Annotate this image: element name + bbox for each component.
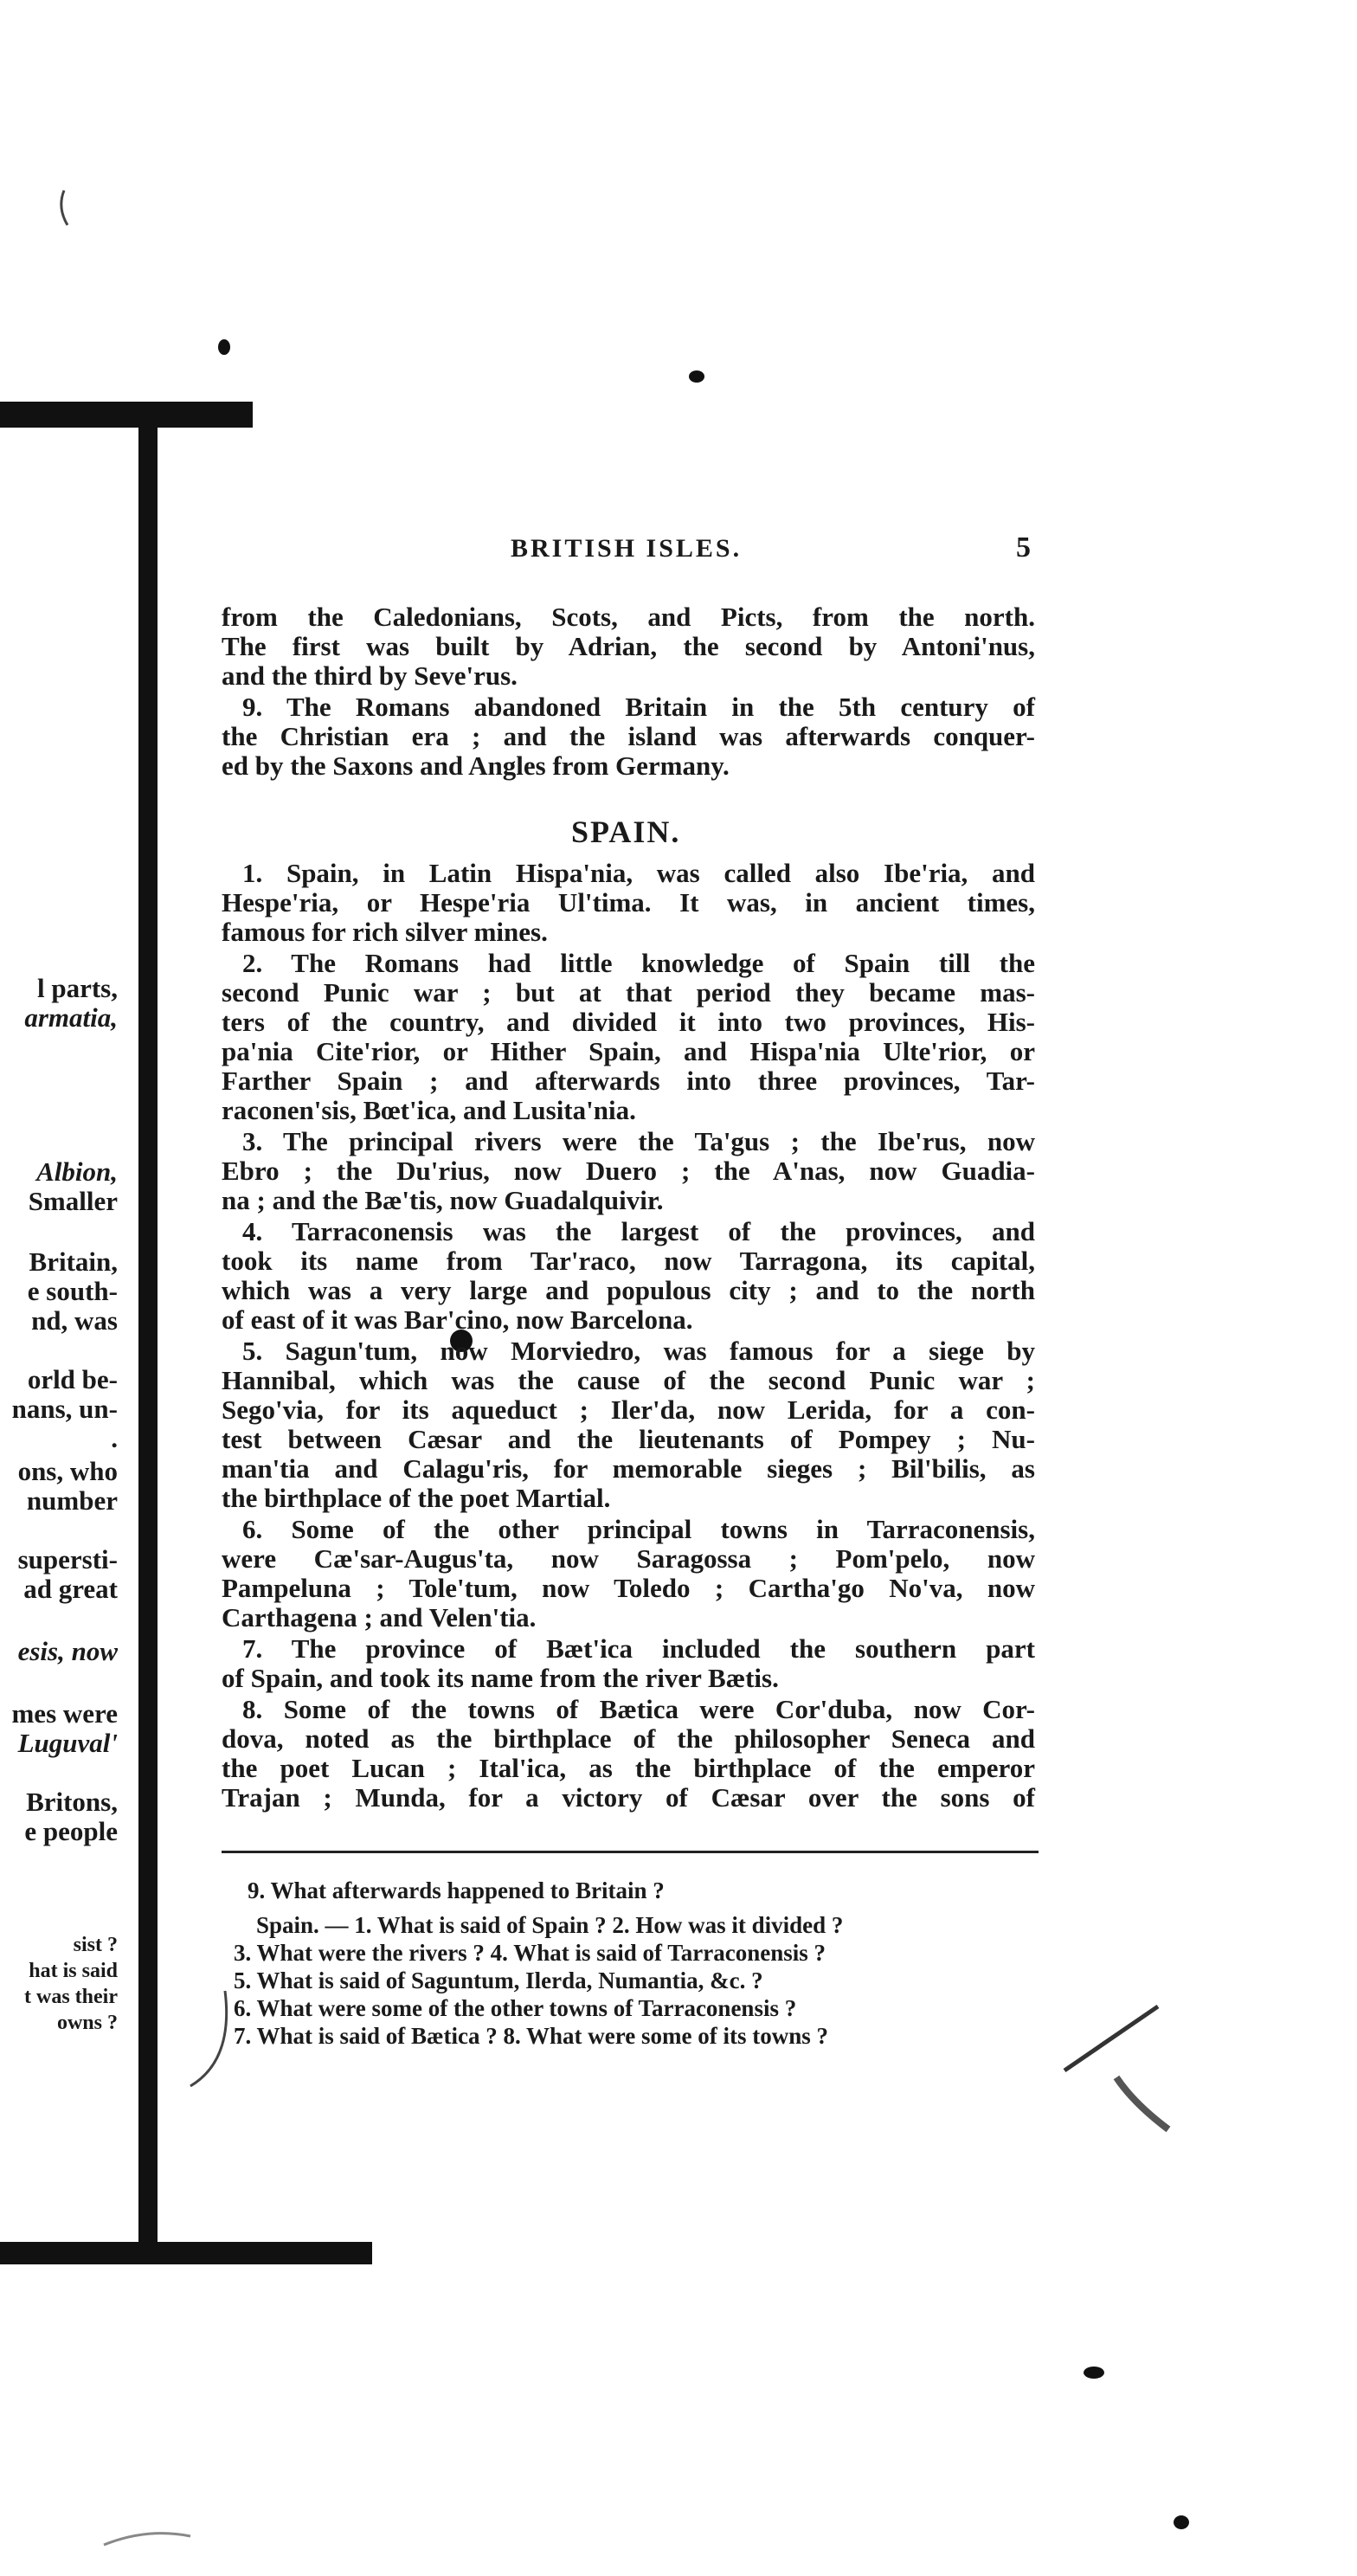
text-line: the birthplace of the poet Martial. bbox=[222, 1483, 611, 1513]
text-line: 9. The Romans abandoned Britain in the 5th century of bbox=[242, 692, 1035, 722]
question-line: 5. What is said of Saguntum, Ilerda, Numantia, &c. ? bbox=[234, 1967, 763, 1993]
question-line: 6. What were some of the other towns of Tarraconensis ? bbox=[234, 1995, 797, 2021]
text-line: Farther Spain ; and afterwards into three provinces, Tar- bbox=[222, 1066, 1035, 1096]
facing-page-fragment: Britons, bbox=[26, 1787, 118, 1817]
facing-page-fragment: . bbox=[111, 1423, 118, 1453]
facing-page-fragment: armatia, bbox=[24, 1002, 118, 1033]
text-line: Trajan ; Munda, for a victory of Cæsar over the sons of bbox=[222, 1782, 1035, 1813]
facing-page-fragment: esis, now bbox=[17, 1636, 118, 1666]
facing-page-question: t was their bbox=[24, 1986, 118, 2008]
facing-page-fragment: Smaller bbox=[28, 1186, 118, 1216]
text-line: 3. The principal rivers were the Ta'gus ; the Ibe'rus, now bbox=[242, 1126, 1035, 1156]
question-line: Spain. — 1. What is said of Spain ? 2. How was it divided ? bbox=[256, 1912, 844, 1938]
facing-page-question: sist ? bbox=[73, 1934, 118, 1956]
text-line: second Punic war ; but at that period they became mas- bbox=[222, 977, 1035, 1008]
question-line: 9. What afterwards happened to Britain ? bbox=[248, 1877, 665, 1903]
text-line: 1. Spain, in Latin Hispa'nia, was called also Ibe'ria, and bbox=[242, 858, 1035, 888]
facing-page-fragment: mes were bbox=[11, 1698, 118, 1729]
text-line: of east of it was Bar'cino, now Barcelona. bbox=[222, 1304, 693, 1335]
facing-page-fragment: ons, who bbox=[17, 1456, 118, 1486]
text-line: 6. Some of the other principal towns in Tarraconensis, bbox=[242, 1514, 1035, 1544]
running-head: BRITISH ISLES. bbox=[511, 534, 743, 563]
facing-page-fragment: e people bbox=[24, 1816, 118, 1846]
text-line: the Christian era ; and the island was afterwards conquer- bbox=[222, 721, 1035, 751]
page-number: 5 bbox=[1016, 531, 1031, 564]
text-line: 5. Sagun'tum, now Morviedro, was famous for a siege by bbox=[242, 1336, 1035, 1366]
text-line: and the third by Seve'rus. bbox=[222, 660, 518, 691]
facing-page-fragment: orld be- bbox=[27, 1364, 118, 1394]
facing-page-fragment: nd, was bbox=[31, 1305, 118, 1336]
text-line: Ebro ; the Du'rius, now Duero ; the A'nas, now Guadia- bbox=[222, 1156, 1035, 1186]
text-line: na ; and the Bæ'tis, now Guadalquivir. bbox=[222, 1185, 664, 1215]
text-line: the poet Lucan ; Ital'ica, as the birthplace of the emperor bbox=[222, 1753, 1035, 1783]
text-line: Hespe'ria, or Hespe'ria Ul'tima. It was, in ancient times, bbox=[222, 887, 1035, 918]
text-line: Carthagena ; and Velen'tia. bbox=[222, 1602, 537, 1633]
text-line: which was a very large and populous city ; and to the north bbox=[222, 1275, 1035, 1305]
section-title: SPAIN. bbox=[571, 815, 681, 849]
text-line: pa'nia Cite'rior, or Hither Spain, and Hispa'nia Ulte'rior, or bbox=[222, 1036, 1035, 1066]
text-line: Pampeluna ; Tole'tum, now Toledo ; Cartha'go No'va, now bbox=[222, 1573, 1035, 1603]
text-line: dova, noted as the birthplace of the philosopher Seneca and bbox=[222, 1723, 1035, 1754]
text-line: ed by the Saxons and Angles from Germany. bbox=[222, 750, 730, 781]
text-line: ters of the country, and divided it into two provinces, His- bbox=[222, 1007, 1035, 1037]
text-line: The first was built by Adrian, the second by Antoni'nus, bbox=[222, 631, 1035, 661]
facing-page-fragment: supersti- bbox=[17, 1544, 118, 1575]
facing-page-fragment: nans, un- bbox=[11, 1394, 118, 1424]
text-line: 4. Tarraconensis was the largest of the provinces, and bbox=[242, 1216, 1035, 1246]
facing-page-fragment: l parts, bbox=[37, 973, 118, 1003]
facing-page-fragment: e south- bbox=[27, 1276, 118, 1306]
text-line: test between Cæsar and the lieutenants of Pompey ; Nu- bbox=[222, 1424, 1035, 1454]
facing-page-question: hat is said bbox=[29, 1960, 118, 1982]
text-line: Sego'via, for its aqueduct ; Iler'da, now Lerida, for a con- bbox=[222, 1394, 1035, 1425]
question-line: 3. What were the rivers ? 4. What is said of Tarraconensis ? bbox=[234, 1940, 826, 1966]
text-line: 7. The province of Bæt'ica included the southern part bbox=[242, 1633, 1035, 1664]
text-line: Hannibal, which was the cause of the second Punic war ; bbox=[222, 1365, 1035, 1395]
text-line: man'tia and Calagu'ris, for memorable sieges ; Bil'bilis, as bbox=[222, 1453, 1035, 1484]
text-line: 8. Some of the towns of Bætica were Cor'duba, now Cor- bbox=[242, 1694, 1035, 1724]
text-line: took its name from Tar'raco, now Tarragona, its capital, bbox=[222, 1246, 1035, 1276]
text-line: raconen'sis, Bœt'ica, and Lusita'nia. bbox=[222, 1095, 636, 1125]
text-line: of Spain, and took its name from the river Bætis. bbox=[222, 1663, 779, 1693]
facing-page-fragment: Britain, bbox=[29, 1246, 118, 1277]
question-line: 7. What is said of Bætica ? 8. What were some of its towns ? bbox=[234, 2023, 828, 2049]
text-line: were Cæ'sar-Augus'ta, now Saragossa ; Pom'pelo, now bbox=[222, 1543, 1035, 1574]
text-line: from the Caledonians, Scots, and Picts, from the north. bbox=[222, 602, 1035, 632]
facing-page-fragment: ad great bbox=[23, 1574, 118, 1604]
facing-page-question: owns ? bbox=[56, 2012, 118, 2034]
text-line: 2. The Romans had little knowledge of Spain till the bbox=[242, 948, 1035, 978]
text-line: famous for rich silver mines. bbox=[222, 917, 548, 947]
facing-page-fragment: number bbox=[26, 1485, 118, 1516]
facing-page-fragment: Luguval' bbox=[17, 1728, 118, 1758]
facing-page-fragment: Albion, bbox=[36, 1156, 118, 1187]
